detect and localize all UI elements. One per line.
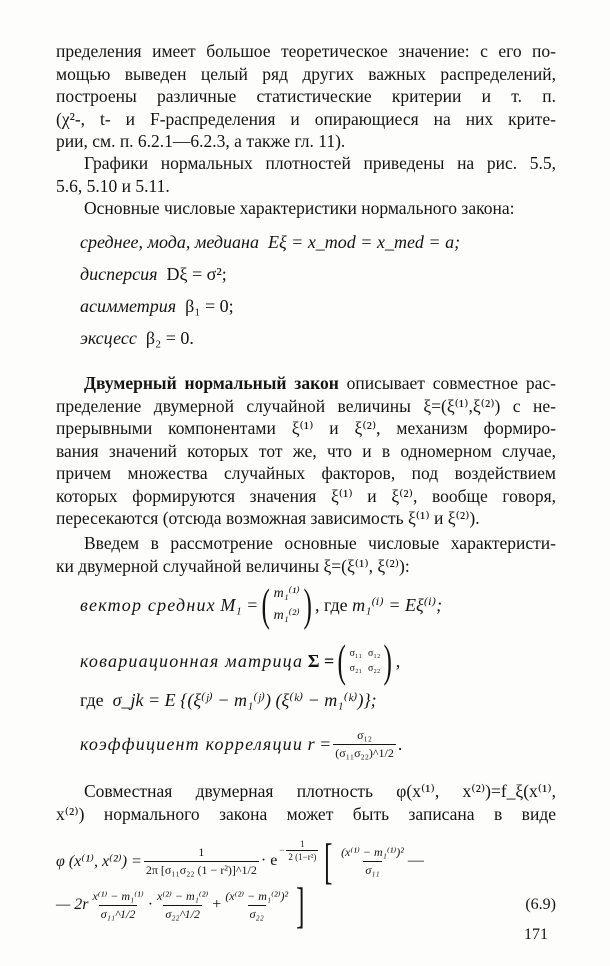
correlation-line [80, 728, 402, 761]
density-term-2b: $\frac{\text{x⁽²⁾ − m₁⁽²⁾}}{\text{σ₂₂\textasciicircum{}1/2}}$ [157, 888, 209, 921]
text-line: которых формируются значения ξ⁽¹⁾ и ξ⁽²⁾, вообще говоря, [56, 485, 556, 506]
vector-entry-2: m₁⁽²⁾ [273, 608, 300, 623]
correlation-tail: . [397, 734, 403, 754]
text-line: пределения имеет большое теоретическое значение: с его по- [56, 41, 556, 61]
variance-formula: Dξ = σ²; [166, 264, 227, 284]
text-line: причем множества случайных факторов, под воздействием [56, 463, 556, 483]
density-formula-line-2: — 2r $\frac{\text{x⁽¹⁾ − m₁⁽¹⁾}}{\text{σ₁₁\textasciicircum{}1/2}}$ · $\frac{\text{x⁽²⁾ − m₁⁽²⁾}}{\text{σ₂₂\textasciicircum{}1/2}}$ + $\frac{\text{(x⁽²⁾ − m₁⁽²⁾)²}}{\text{σ₂₂}}$ ] (6.9) [56, 877, 556, 933]
correlation-num: σ₁₂ [357, 728, 372, 742]
text-line: прерывными компонентами ξ⁽¹⁾ и ξ⁽²⁾, механизм формиро- [56, 418, 556, 438]
paragraph-2 [56, 152, 556, 197]
variance-label: дисперсия [80, 264, 158, 284]
vector-entry-1: m₁⁽¹⁾ [273, 586, 300, 601]
kurtosis-formula-line [80, 328, 194, 349]
mean-label: среднее, мода, медиана [80, 232, 259, 252]
vector-means-lhs: M₁ = [220, 594, 259, 615]
text-line: Основные числовые характеристики нормального закона: [84, 198, 515, 218]
density-dot: · [147, 896, 154, 913]
density-formula-line-1: φ (x⁽¹⁾, x⁽²⁾) = $\frac{1}{\text{2π [σ₁₁σ₂₂ (1 − r²)]\textasciicircum{}1/2}}$ · e − $\frac{1}{\text{2 (1−r²)}}$ [ $\frac{\text{(x⁽¹⁾ − m₁⁽¹⁾)²}}{\text{σ₁₁}}$ — [56, 833, 424, 889]
correlation-lhs: r = [307, 734, 332, 754]
text-fragment: описывает совместное рас- [338, 373, 556, 393]
density-term-1: $\frac{\text{(x⁽¹⁾ − m₁⁽¹⁾)²}}{\text{σ₁₁}}$ [341, 844, 404, 877]
correlation-label: коэффициент корреляции [80, 734, 304, 754]
sigma-where: где [80, 690, 104, 710]
text-line: построены различные статистические критерии и т. п. [56, 86, 556, 106]
density-coefficient: $\frac{1}{\text{2π [σ₁₁σ₂₂ (1 − r²)]\textasciicircum{}1/2}}$ [145, 844, 257, 877]
covariance-label: ковариационная матрица [80, 650, 304, 671]
cov-e22: σ₂₂ [368, 663, 381, 674]
page-number: 171 [524, 926, 548, 943]
covariance-lhs: Σ = [307, 650, 335, 671]
cov-e12: σ₁₂ [368, 648, 381, 659]
correlation-fraction [333, 728, 396, 761]
paragraph-6 [56, 780, 556, 825]
density-lhs: φ (x⁽¹⁾, x⁽²⁾) = [56, 853, 142, 870]
skewness-formula-line [80, 296, 234, 317]
text-line: Совместная двумерная плотность φ(x⁽¹⁾, x⁽²⁾)=f_ξ(x⁽¹⁾, [84, 781, 556, 801]
text-line: рии, см. п. 6.2.1—6.2.3, а также гл. 11). [56, 131, 346, 151]
vector-means-where: , где [314, 594, 348, 615]
kurtosis-formula: β₂ = 0. [145, 328, 194, 348]
bold-lead: Двумерный нормальный закон [84, 373, 339, 393]
cov-e11: σ₁₁ [349, 648, 362, 659]
density-exp-base: · e [260, 852, 278, 869]
sigma-formula: σ_jk = E {(ξ⁽ʲ⁾ − m₁⁽ʲ⁾) (ξ⁽ᵏ⁾ − m₁⁽ᵏ⁾)}; [112, 690, 377, 710]
mean-formula-line [80, 232, 460, 253]
skewness-formula: β₁ = 0; [185, 296, 234, 316]
mean-formula: Eξ = x_mod = x_med = a; [267, 232, 461, 252]
covariance-matrix: ( σ₁₁ σ₁₂ σ₂₁ σ₂₂ ) [337, 635, 393, 686]
text-line [56, 372, 556, 395]
text-line: мощью выведен целый ряд других важных распределений, [56, 63, 556, 84]
text-line: Графики нормальных плотностей приведены на рис. 5.5, [84, 153, 556, 173]
covariance-tail: , [395, 650, 401, 671]
density-term-2a: $\frac{\text{x⁽¹⁾ − m₁⁽¹⁾}}{\text{σ₁₁\textasciicircum{}1/2}}$ [92, 888, 144, 921]
correlation-den: (σ₁₁σ₂₂)^1/2 [335, 746, 394, 760]
density-exponent: − $\frac{1}{\text{2 (1−r²)}}$ [279, 838, 317, 862]
text-line: x⁽²⁾) нормального закона может быть записана в виде [56, 803, 556, 824]
paragraph-3 [56, 197, 556, 220]
paragraph-4 [56, 372, 556, 530]
covariance-line [80, 635, 401, 686]
sigma-definition-line [80, 690, 377, 711]
text-line: пределение двумерной случайной величины ξ=(ξ⁽¹⁾,ξ⁽²⁾) с не- [56, 395, 556, 416]
vector-means-label: вектор средних [80, 594, 216, 615]
vector-means-definition: m₁⁽ⁱ⁾ = Eξ⁽ⁱ⁾; [352, 594, 443, 615]
variance-formula-line [80, 264, 227, 285]
density-term-3: $\frac{\text{(x⁽²⁾ − m₁⁽²⁾)²}}{\text{σ₂₂}}$ [225, 888, 289, 921]
density-line2-start: — 2r [56, 896, 89, 913]
density-minus: — [407, 852, 424, 869]
text-line: 5.6, 5.10 и 5.11. [56, 175, 170, 196]
text-line: ки двумерной случайной величины ξ=(ξ⁽¹⁾, ξ⁽²⁾): [56, 555, 410, 576]
cov-e21: σ₂₁ [349, 663, 362, 674]
text-line: пересекаются (отсюда возможная зависимость ξ⁽¹⁾ и ξ⁽²⁾). [56, 508, 480, 528]
vector-means-matrix: ( m₁⁽¹⁾ m₁⁽²⁾ ) [261, 579, 312, 630]
text-line: (χ²-, t- и F-распределения и опирающиеся на них крите- [56, 108, 556, 129]
skewness-label: асимметрия [80, 296, 177, 316]
vector-means-line [80, 579, 443, 630]
density-plus: + [212, 896, 222, 913]
text-line: вания значений которых тот же, что и в одномерном случае, [56, 440, 556, 461]
paragraph-5 [56, 532, 556, 577]
kurtosis-label: эксцесс [80, 328, 137, 348]
paragraph-1 [56, 40, 556, 153]
text-line: Введем в рассмотрение основные числовые характеристи- [84, 533, 556, 553]
equation-number: (6.9) [525, 896, 556, 913]
